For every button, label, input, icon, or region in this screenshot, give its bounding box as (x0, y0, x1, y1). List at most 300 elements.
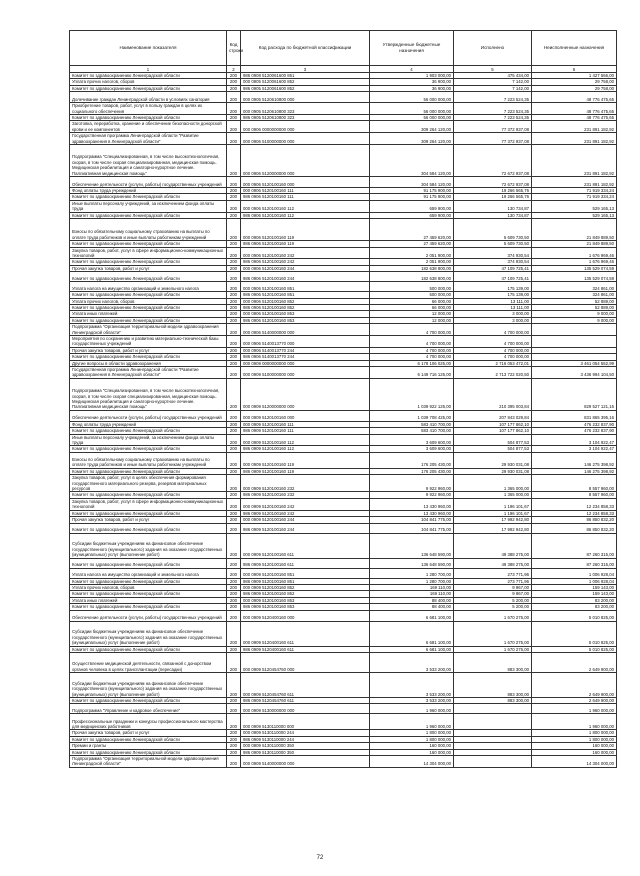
row-remaining: 476 232 837,90 (532, 428, 617, 434)
row-name: Уплата налога на имущество организаций и земельного налога (70, 568, 227, 578)
row-line-code: 200 (227, 672, 241, 697)
row-line-code: 200 (227, 578, 241, 584)
row-approved: 1 800 000,00 (370, 730, 454, 736)
row-approved: 12 000,00 (370, 317, 454, 323)
row-remaining: 29 758,00 (532, 85, 617, 91)
row-classification-code: 986 0909 5120100160 851 (241, 578, 370, 584)
row-remaining: 52 889,00 (532, 304, 617, 310)
row-line-code: 200 (227, 354, 241, 360)
row-line-code: 200 (227, 558, 241, 568)
row-name: Комитет по здравоохранению Ленинградской области (70, 212, 227, 218)
column-number: 4 (370, 66, 454, 73)
row-name: Государственная программа Ленинградской области "Развитие здравоохранения в Ленинградской области" (70, 367, 227, 379)
row-classification-code: 000 0909 5130110000 000 (241, 714, 370, 730)
row-approved: 182 638 800,00 (370, 272, 454, 282)
row-classification-code: 000 0906 5140013770 000 (241, 335, 370, 347)
row-line-code: 200 (227, 697, 241, 703)
row-line-code: 200 (227, 265, 241, 271)
row-approved: 4 700 000,00 (370, 354, 454, 360)
header-approved: Утвержденные бюджетные назначения (370, 31, 454, 66)
row-name: Подпрограмма "Специализированная, в том числе высокотехнологичная, скорая, в том числе скорая специализированная, медицинская помощь. Медицинская реабилитация и санаторно-курортное лечение. Паллиативная медицинская помощь" (70, 145, 227, 177)
row-name: Комитет по здравоохранению Ленинградской области (70, 736, 227, 742)
row-classification-code: 986 0906 5120100160 111 (241, 194, 370, 200)
row-line-code: 200 (227, 282, 241, 292)
row-approved: 304 584 120,00 (370, 145, 454, 177)
row-remaining: 12 234 858,33 (532, 510, 617, 516)
header-indicator-name: Наименование показателя (70, 31, 227, 66)
row-line-code: 200 (227, 292, 241, 298)
row-name: Комитет по здравоохранению Ленинградской области (70, 749, 227, 755)
column-number: 1 (70, 66, 227, 73)
row-approved: 1 039 708 425,00 (370, 410, 454, 421)
row-name: Подпрограмма "Организация территориальной модели здравоохранения Ленинградской области" (70, 755, 227, 767)
row-approved: 6 681 100,00 (370, 646, 454, 652)
table-row (70, 714, 617, 730)
row-classification-code: 000 0909 5120100160 000 (241, 410, 370, 421)
row-name: Субсидии бюджетным учреждениям на финансовое обеспечение государственного (муниципального) задания на оказание государственных (муниципальных) услуг (выполнение работ) (70, 533, 227, 558)
row-line-code: 200 (227, 298, 241, 304)
row-approved: 583 410 700,00 (370, 421, 454, 427)
row-name: Комитет по здравоохранению Ленинградской области (70, 115, 227, 121)
row-remaining: 87 260 315,00 (532, 533, 617, 558)
row-approved: 659 900,00 (370, 200, 454, 212)
table-row (70, 324, 617, 336)
row-line-code: 200 (227, 73, 241, 79)
row-executed: 5 200,00 (454, 597, 532, 603)
row-name: Фонд оплаты труда учреждений (70, 421, 227, 427)
row-executed: 130 734,87 (454, 212, 532, 218)
row-executed: 17 992 942,80 (454, 517, 532, 523)
row-remaining: 12 234 858,33 (532, 498, 617, 510)
row-name: Комитет по здравоохранению Ленинградской области (70, 272, 227, 282)
row-executed: 7 142,00 (454, 79, 532, 85)
row-line-code: 200 (227, 610, 241, 621)
row-name: Взносы по обязательному социальному страхованию на выплаты по оплате труда работников и иные выплаты работникам учреждений (70, 219, 227, 241)
table-row (70, 145, 617, 177)
row-classification-code: 000 0906 5120100160 244 (241, 265, 370, 271)
row-remaining: 231 891 182,92 (532, 121, 617, 133)
row-executed: 7 223 524,35 (454, 92, 532, 103)
row-approved: 176 205 430,00 (370, 468, 454, 474)
table-row (70, 568, 617, 578)
row-remaining: 1 800 000,00 (532, 736, 617, 742)
header-classification-code: Код расхода по бюджетной классификации (241, 31, 370, 66)
table-row (70, 498, 617, 510)
row-remaining: 29 758,00 (532, 79, 617, 85)
row-classification-code: 986 0905 5120061600 852 (241, 85, 370, 91)
row-line-code: 200 (227, 749, 241, 755)
row-remaining: 5 010 825,00 (532, 621, 617, 646)
row-line-code: 200 (227, 317, 241, 323)
row-line-code: 200 (227, 646, 241, 652)
row-line-code: 200 (227, 704, 241, 714)
row-classification-code: 986 0909 5120100160 232 (241, 492, 370, 498)
row-classification-code: 000 0909 5130110000 350 (241, 743, 370, 749)
table-row (70, 133, 617, 145)
row-classification-code: 000 0906 5120100160 242 (241, 247, 370, 259)
row-executed: 5 609 730,50 (454, 219, 532, 241)
row-classification-code: 986 0909 5120100160 112 (241, 446, 370, 452)
row-approved: 4 700 000,00 (370, 324, 454, 336)
row-executed: 72 672 937,08 (454, 145, 532, 177)
row-line-code: 200 (227, 103, 241, 115)
row-remaining: 324 861,00 (532, 292, 617, 298)
row-classification-code: 000 0909 5120100160 853 (241, 597, 370, 603)
row-line-code: 200 (227, 533, 241, 558)
row-executed: 3 000,00 (454, 311, 532, 317)
row-approved: 583 410 700,00 (370, 428, 454, 434)
row-classification-code: 986 0906 5120100160 112 (241, 212, 370, 218)
row-executed: 77 372 937,08 (454, 133, 532, 145)
row-executed: 29 930 031,08 (454, 452, 532, 468)
row-executed: 47 109 725,41 (454, 265, 532, 271)
row-classification-code: 000 0906 5120100160 112 (241, 200, 370, 212)
row-executed: 207 843 029,84 (454, 410, 532, 421)
row-classification-code: 000 0906 5120000000 000 (241, 145, 370, 177)
row-name: Комитет по здравоохранению Ленинградской области (70, 354, 227, 360)
row-classification-code: 986 0909 5120100160 111 (241, 428, 370, 434)
row-name: Прочая закупка товаров, работ и услуг (70, 517, 227, 523)
row-approved: 3 533 200,00 (370, 697, 454, 703)
row-line-code: 200 (227, 85, 241, 91)
row-approved: 182 638 800,00 (370, 265, 454, 271)
row-line-code: 200 (227, 378, 241, 410)
row-executed: 175 139,00 (454, 282, 532, 292)
header-executed: Исполнено (454, 31, 532, 66)
row-classification-code: 986 0906 5120100160 852 (241, 304, 370, 310)
row-remaining: 86 850 832,20 (532, 523, 617, 533)
row-approved: 1 800 000,00 (370, 736, 454, 742)
row-remaining: 21 849 889,50 (532, 219, 617, 241)
row-line-code: 200 (227, 498, 241, 510)
row-remaining: 9 000,00 (532, 311, 617, 317)
row-executed: 49 388 275,00 (454, 558, 532, 568)
row-name: Долечивание граждан Ленинградской области в условиях санатория (70, 92, 227, 103)
row-line-code: 200 (227, 247, 241, 259)
row-executed: 5 609 730,50 (454, 241, 532, 247)
row-executed: 1 196 101,67 (454, 498, 532, 510)
row-line-code: 200 (227, 604, 241, 610)
row-executed: 29 930 031,08 (454, 468, 532, 474)
row-approved: 4 700 000,00 (370, 335, 454, 347)
row-line-code: 200 (227, 755, 241, 767)
column-number-row (70, 66, 617, 73)
row-name: Закупка товаров, работ, услуг в целях обеспечения формирования государственного материального резерва, резервов материальных ресурсов (70, 475, 227, 492)
row-remaining: 5 010 825,00 (532, 646, 617, 652)
row-approved: 6 178 106 025,00 (370, 360, 454, 366)
row-approved: 176 205 430,00 (370, 452, 454, 468)
row-classification-code: 000 0905 5120610800 323 (241, 103, 370, 115)
row-executed: 2 716 053 472,01 (454, 360, 532, 366)
row-remaining: 21 849 889,50 (532, 241, 617, 247)
table-row (70, 378, 617, 410)
row-name: Иные выплаты персоналу учреждений, за исключением фонда оплаты труда (70, 200, 227, 212)
row-name: Подпрограмма "Специализированная, в том числе высокотехнологичная, скорая, в том числе скорая специализированная, медицинская помощь. Медицинская реабилитация и санаторно-курортное лечение. Паллиативная медицинская помощь" (70, 378, 227, 410)
row-classification-code: 986 0909 5120400160 611 (241, 646, 370, 652)
row-name: Закупка товаров, работ, услуг в сфере информационно-коммуникационных технологий (70, 498, 227, 510)
row-approved: 1 280 700,00 (370, 568, 454, 578)
row-line-code: 200 (227, 434, 241, 446)
row-name: Мероприятия по сохранению и развитию материально-технической базы государственных учреждений (70, 335, 227, 347)
row-approved: 91 175 900,00 (370, 188, 454, 194)
row-remaining: 159 143,00 (532, 591, 617, 597)
row-line-code: 200 (227, 621, 241, 646)
row-approved: 304 584 120,00 (370, 177, 454, 188)
row-line-code: 200 (227, 468, 241, 474)
row-name: Подпрограмма "Организация территориальной модели здравоохранения Ленинградской области" (70, 324, 227, 336)
row-executed: 9 967,00 (454, 591, 532, 597)
row-name: Премии и гранты (70, 743, 227, 749)
row-executed: 883 300,00 (454, 697, 532, 703)
row-name: Комитет по здравоохранению Ленинградской области (70, 523, 227, 533)
row-line-code: 200 (227, 212, 241, 218)
row-line-code: 200 (227, 121, 241, 133)
row-name: Комитет по здравоохранению Ленинградской области (70, 578, 227, 584)
table-row (70, 121, 617, 133)
table-row (70, 652, 617, 672)
row-executed: 13 111,00 (454, 304, 532, 310)
row-line-code: 200 (227, 591, 241, 597)
row-approved: 136 648 590,00 (370, 558, 454, 568)
table-row (70, 704, 617, 714)
row-remaining: 87 260 315,00 (532, 558, 617, 568)
row-name: Уплата иных платежей (70, 597, 227, 603)
row-name: Комитет по здравоохранению Ленинградской области (70, 604, 227, 610)
row-executed: 107 177 862,10 (454, 421, 532, 427)
row-executed (454, 714, 532, 730)
row-classification-code: 986 0909 5120100160 611 (241, 558, 370, 568)
row-remaining (532, 324, 617, 336)
row-classification-code: 986 0905 5120610800 323 (241, 115, 370, 121)
row-executed: 374 930,54 (454, 247, 532, 259)
row-classification-code: 000 0909 5120000000 000 (241, 378, 370, 410)
row-remaining: 231 891 182,92 (532, 177, 617, 188)
row-line-code: 200 (227, 475, 241, 492)
row-name: Комитет по здравоохранению Ленинградской области (70, 591, 227, 597)
row-name: Уплата прочих налогов, сборов (70, 79, 227, 85)
row-executed: 7 223 524,35 (454, 103, 532, 115)
row-executed: 4 700 000,00 (454, 354, 532, 360)
row-line-code: 200 (227, 421, 241, 427)
row-approved: 66 000,00 (370, 304, 454, 310)
row-executed: 4 700 000,00 (454, 335, 532, 347)
row-name: Комитет по здравоохранению Ленинградской области (70, 292, 227, 298)
row-name: Взносы по обязательному социальному страхованию на выплаты по оплате труда работников и иные выплаты работникам учреждений (70, 452, 227, 468)
row-remaining: 1 960 000,00 (532, 714, 617, 730)
row-remaining (532, 335, 617, 347)
table-row (70, 434, 617, 446)
row-approved: 500 000,00 (370, 292, 454, 298)
row-remaining: 5 010 825,00 (532, 610, 617, 621)
row-approved: 1 960 000,00 (370, 714, 454, 730)
row-line-code: 200 (227, 311, 241, 317)
row-line-code: 200 (227, 428, 241, 434)
row-executed (454, 704, 532, 714)
row-approved: 56 000 000,00 (370, 92, 454, 103)
row-approved: 12 000,00 (370, 311, 454, 317)
row-name: Приобретение товаров, работ, услуг в пользу граждан в целях их социального обеспечения (70, 103, 227, 115)
table-row (70, 452, 617, 468)
row-classification-code: 986 0909 5120100160 852 (241, 591, 370, 597)
row-approved: 66 000,00 (370, 298, 454, 304)
row-line-code: 200 (227, 743, 241, 749)
row-approved: 1 039 922 125,00 (370, 378, 454, 410)
row-name: Комитет по здравоохранению Ленинградской области (70, 558, 227, 568)
row-line-code: 200 (227, 304, 241, 310)
row-executed: 1 670 275,00 (454, 646, 532, 652)
row-name: Комитет по здравоохранению Ленинградской области (70, 468, 227, 474)
row-name: Уплата иных платежей (70, 311, 227, 317)
row-approved: 2 051 900,00 (370, 259, 454, 265)
row-line-code: 200 (227, 360, 241, 366)
column-number: 3 (241, 66, 370, 73)
column-number: 2 (227, 66, 241, 73)
row-remaining: 1 006 928,04 (532, 578, 617, 584)
row-executed: 7 223 524,35 (454, 115, 532, 121)
row-approved: 36 900,00 (370, 85, 454, 91)
row-remaining: 529 165,13 (532, 212, 617, 218)
row-approved: 13 430 960,00 (370, 510, 454, 516)
row-executed (454, 755, 532, 767)
table-row (70, 219, 617, 241)
row-approved: 3 533 200,00 (370, 672, 454, 697)
row-line-code: 200 (227, 452, 241, 468)
row-remaining: 135 529 074,59 (532, 265, 617, 271)
row-classification-code: 000 0906 5140013770 244 (241, 347, 370, 353)
row-remaining: 3 461 054 552,99 (532, 360, 617, 366)
row-line-code: 200 (227, 568, 241, 578)
row-remaining: 52 889,00 (532, 298, 617, 304)
row-classification-code: 000 0909 5120100160 244 (241, 517, 370, 523)
row-approved: 4 700 000,00 (370, 347, 454, 353)
row-executed: 49 388 275,00 (454, 533, 532, 558)
row-approved: 6 681 100,00 (370, 621, 454, 646)
row-line-code: 200 (227, 510, 241, 516)
row-remaining: 476 232 837,90 (532, 421, 617, 427)
row-approved: 14 304 000,00 (370, 755, 454, 767)
row-name: Прочая закупка товаров, работ и услуг (70, 265, 227, 271)
row-classification-code: 000 0906 5120100160 853 (241, 311, 370, 317)
row-name: Заготовка, переработка, хранение и обеспечение безопасности донорской крови и ее компонентов (70, 121, 227, 133)
row-line-code: 200 (227, 145, 241, 177)
row-classification-code: 986 0906 5120100160 244 (241, 272, 370, 282)
row-classification-code: 000 0906 5120100160 111 (241, 188, 370, 194)
row-classification-code: 000 0906 5120100160 852 (241, 298, 370, 304)
table-row (70, 558, 617, 568)
row-classification-code: 986 0906 5140013770 244 (241, 354, 370, 360)
row-classification-code: 986 0909 5130110000 350 (241, 749, 370, 755)
row-classification-code: 000 0909 5120100160 112 (241, 434, 370, 446)
row-classification-code: 000 0906 5140000000 000 (241, 324, 370, 336)
row-remaining: 71 919 334,24 (532, 188, 617, 194)
row-classification-code: 000 0906 5120100160 119 (241, 219, 370, 241)
row-line-code: 200 (227, 517, 241, 523)
row-executed: 130 734,87 (454, 200, 532, 212)
row-line-code: 200 (227, 410, 241, 421)
row-line-code: 200 (227, 714, 241, 730)
row-name: Субсидии бюджетным учреждениям на финансовое обеспечение государственного (муниципального) задания на оказание государственных (муниципальных) услуг (выполнение работ) (70, 672, 227, 697)
row-remaining: 2 649 900,00 (532, 697, 617, 703)
table-row (70, 475, 617, 492)
row-line-code: 200 (227, 92, 241, 103)
row-executed: 19 266 565,76 (454, 188, 532, 194)
table-row (70, 610, 617, 621)
row-name: Комитет по здравоохранению Ленинградской области (70, 194, 227, 200)
row-approved: 1 280 700,00 (370, 578, 454, 584)
row-executed: 883 300,00 (454, 672, 532, 697)
row-classification-code: 986 0909 5120100160 244 (241, 523, 370, 533)
row-name: Подпрограмма "Управление и кадровое обеспечение" (70, 704, 227, 714)
row-approved: 309 264 120,00 (370, 133, 454, 145)
row-name: Уплата прочих налогов, сборов (70, 584, 227, 590)
row-approved: 88 400,00 (370, 597, 454, 603)
row-classification-code: 986 0906 5120100160 851 (241, 292, 370, 298)
row-approved: 9 922 960,00 (370, 475, 454, 492)
row-name: Обеспечение деятельности (услуги, работы) государственных учреждений (70, 610, 227, 621)
row-classification-code: 000 0905 5120061600 852 (241, 79, 370, 85)
row-classification-code: 000 0906 5100000000 000 (241, 133, 370, 145)
row-remaining: 71 919 334,24 (532, 194, 617, 200)
row-line-code: 200 (227, 736, 241, 742)
row-classification-code: 986 0906 5120100160 119 (241, 241, 370, 247)
row-executed: 374 930,54 (454, 259, 532, 265)
row-name: Комитет по здравоохранению Ленинградской области (70, 85, 227, 91)
row-name: Комитет по здравоохранению Ленинградской области (70, 697, 227, 703)
table-row (70, 177, 617, 188)
table-row (70, 367, 617, 379)
row-classification-code: 986 0906 5120100160 853 (241, 317, 370, 323)
row-classification-code: 000 0909 5120100160 111 (241, 421, 370, 427)
row-line-code: 200 (227, 188, 241, 194)
row-executed: 273 771,96 (454, 568, 532, 578)
row-line-code: 200 (227, 200, 241, 212)
row-remaining: 831 865 395,16 (532, 410, 617, 421)
row-remaining: 48 776 475,65 (532, 115, 617, 121)
row-approved: 659 900,00 (370, 212, 454, 218)
row-classification-code: 986 0909 5130110000 244 (241, 736, 370, 742)
row-approved: 309 264 120,00 (370, 121, 454, 133)
row-remaining: 231 891 182,92 (532, 133, 617, 145)
row-approved: 91 175 900,00 (370, 194, 454, 200)
row-classification-code: 000 0905 5120610800 000 (241, 92, 370, 103)
table-body (70, 73, 617, 768)
row-executed: 19 266 565,76 (454, 194, 532, 200)
row-classification-code: 000 0909 5120100160 851 (241, 568, 370, 578)
row-remaining: 83 200,00 (532, 604, 617, 610)
row-classification-code: 000 0909 5120454760 611 (241, 672, 370, 697)
table-row (70, 247, 617, 259)
row-remaining: 9 000,00 (532, 317, 617, 323)
row-executed: 504 877,53 (454, 446, 532, 452)
row-name: Комитет по здравоохранению Ленинградской области (70, 510, 227, 516)
row-executed: 175 139,00 (454, 292, 532, 298)
row-executed: 883 300,00 (454, 652, 532, 672)
row-classification-code: 986 0908 5120061600 851 (241, 73, 370, 79)
row-name: Обеспечение деятельности (услуги, работы) государственных учреждений (70, 177, 227, 188)
row-executed: 4 700 000,00 (454, 324, 532, 336)
table-row (70, 335, 617, 347)
row-executed: 7 142,00 (454, 85, 532, 91)
row-approved: 160 000,00 (370, 743, 454, 749)
row-approved: 88 400,00 (370, 604, 454, 610)
table-row (70, 672, 617, 697)
row-approved: 27 459 620,00 (370, 219, 454, 241)
row-remaining: 146 275 398,92 (532, 468, 617, 474)
table-row (70, 282, 617, 292)
row-name: Комитет по здравоохранению Ленинградской области (70, 446, 227, 452)
row-classification-code: 000 0909 5120100160 852 (241, 584, 370, 590)
row-remaining: 2 649 900,00 (532, 652, 617, 672)
